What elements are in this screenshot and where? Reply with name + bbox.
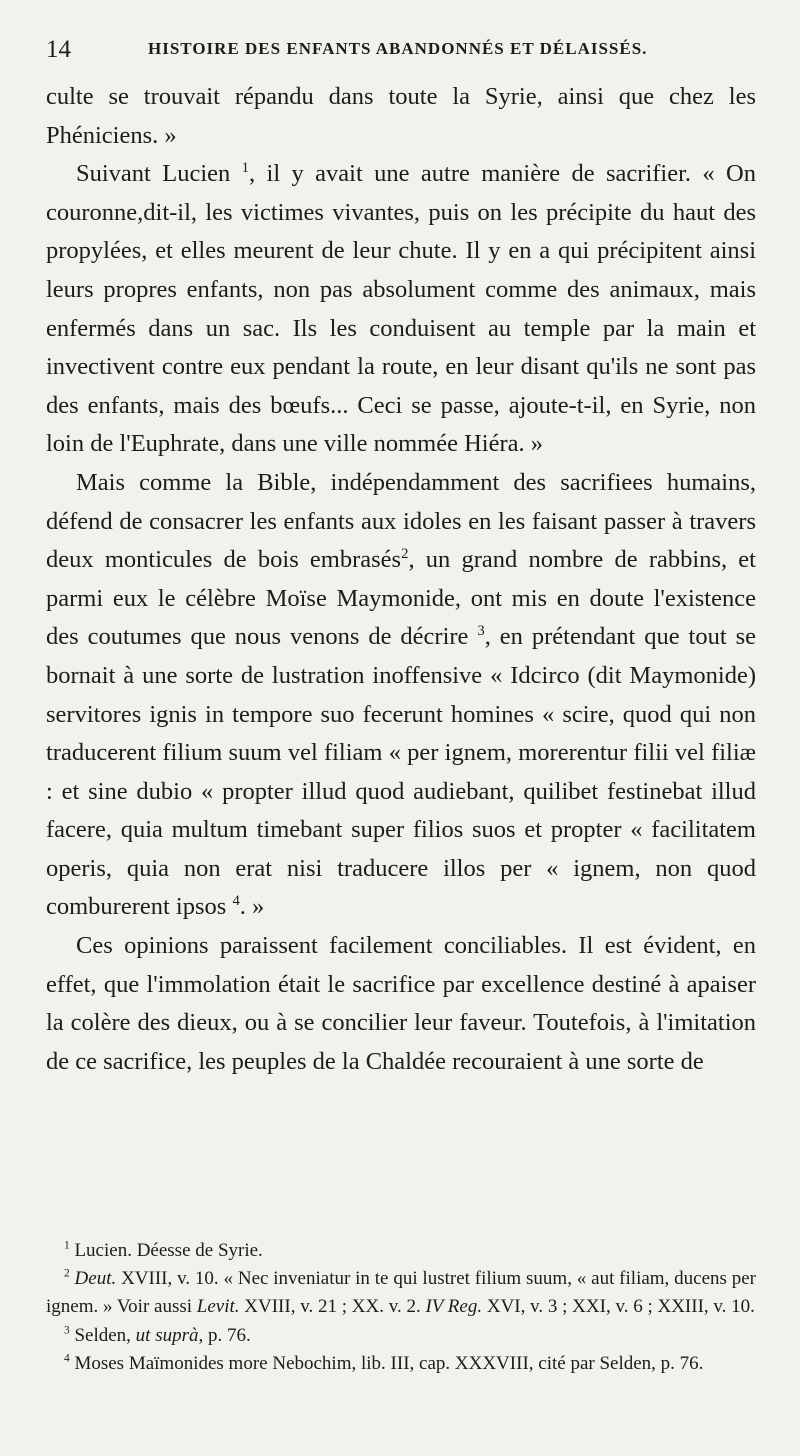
footnote-4-mark: 4 [64, 1352, 70, 1365]
footnote-2-text-2: XVIII, v. 21 ; XX. v. 2. [239, 1296, 426, 1318]
footnote-1-text: Lucien. Déesse de Syrie. [69, 1240, 263, 1261]
paragraph-2 [46, 155, 756, 464]
footnote-2 [46, 1265, 756, 1321]
paragraph-4: Ces opinions paraissent facilement conciliables. Il est évident, en effet, que l'immolation était le sacrifice par excellence destiné à apaiser la colère des dieux, ou à se concilier leur faveur. Toutefois, à l'imitation de ce sacrifice, les peuples de la Chaldée recouraient à une sorte de [46, 932, 756, 1075]
footnote-2-reg: IV Reg. [425, 1296, 483, 1318]
footnote-3-text-a: Selden, [69, 1324, 136, 1346]
footnote-4 [46, 1350, 756, 1378]
footnotes [46, 1237, 756, 1378]
page-header [46, 36, 756, 66]
paragraph-2-start: Suivant Lucien [76, 160, 242, 188]
paragraph-3-part-d: . » [239, 893, 265, 921]
paragraph-3 [46, 464, 756, 927]
body-text [46, 78, 756, 1081]
footnote-ref-3: 3 [477, 623, 485, 640]
footnote-2-text: XVIII, v. 10. « Nec inveniatur in te qui lustret filium suum, « aut filiam, ducens per ignem. » Voir aussi [46, 1268, 757, 1318]
footnote-1 [46, 1237, 756, 1265]
footnote-ref-1: 1 [241, 160, 249, 177]
paragraph-2-rest: , il y avait une autre manière de sacrifier. « On couronne,dit-il, les victimes vivantes, puis on les précipite du haut des propylées, et elles meurent de leur chute. Il y en a qui précipitent ainsi leurs propres enfants, non pas absolument comme des animaux, mais enfermés dans un sac. Ils les conduisent au temple par la main et invectivent contre eux pendant la route, en leur disant qu'ils ne sont pas des enfants, mais des bœufs... Ceci se passe, ajoute-t-il, en Syrie, non loin de l'Euphrate, dans une ville nommée Hiéra. » [46, 160, 756, 458]
paragraph-3-part-b: , un grand nombre de rabbins, et parmi eux le célèbre Moïse Maymonide, ont mis en doute l'existence des coutumes que nous venons de décrire [46, 546, 756, 651]
footnote-3-italic: ut suprà [135, 1324, 199, 1346]
footnote-4-text: Moses Maïmonides more Nebochim, lib. III, cap. XXXVIII, cité par Selden, p. 76. [69, 1352, 704, 1374]
running-title: HISTOIRE DES ENFANTS ABANDONNÉS ET DÉLAISSÉS. [148, 39, 648, 58]
paragraph-3-part-c: , en prétendant que tout se bornait à une sorte de lustration inoffensive « Idcirco (dit Maymonide) servitores ignis in tempore suo fecerunt homines « scire, quod qui non traducerent filium suum vel filiam « per ignem, morerentur filii vel filiæ : et sine dubio « propter illud quod audiebant, quilibet festinebat illud facere, quia multum timebant super filios suos et propter « facilitatem operis, quia non erat nisi traducere illos per « ignem, non quod comburerent ipsos [46, 623, 756, 921]
footnote-3 [46, 1322, 756, 1350]
footnote-3-mark: 3 [64, 1324, 70, 1337]
paragraph-3-part-a: Mais comme la Bible, indépendamment des sacrifiees humains, défend de consacrer les enfants aux idoles en les faisant passer à travers deux monticules de bois embrasés [46, 468, 756, 574]
footnote-2-mark: 2 [64, 1267, 70, 1280]
page-number: 14 [46, 36, 71, 63]
footnote-1-mark: 1 [64, 1239, 70, 1252]
footnote-2-text-3: XVI, v. 3 ; XXI, v. 6 ; XXIII, v. 10. [482, 1296, 755, 1318]
footnote-3-text-b: , p. 76. [198, 1324, 251, 1346]
footnote-2-levit: Levit. [196, 1296, 240, 1318]
footnote-ref-4: 4 [232, 893, 240, 910]
paragraph-1: culte se trouvait répandu dans toute la Syrie, ainsi que chez les Phéniciens. » [46, 83, 756, 149]
footnote-2-ref: Deut. [69, 1268, 117, 1290]
footnote-ref-2: 2 [401, 545, 409, 562]
